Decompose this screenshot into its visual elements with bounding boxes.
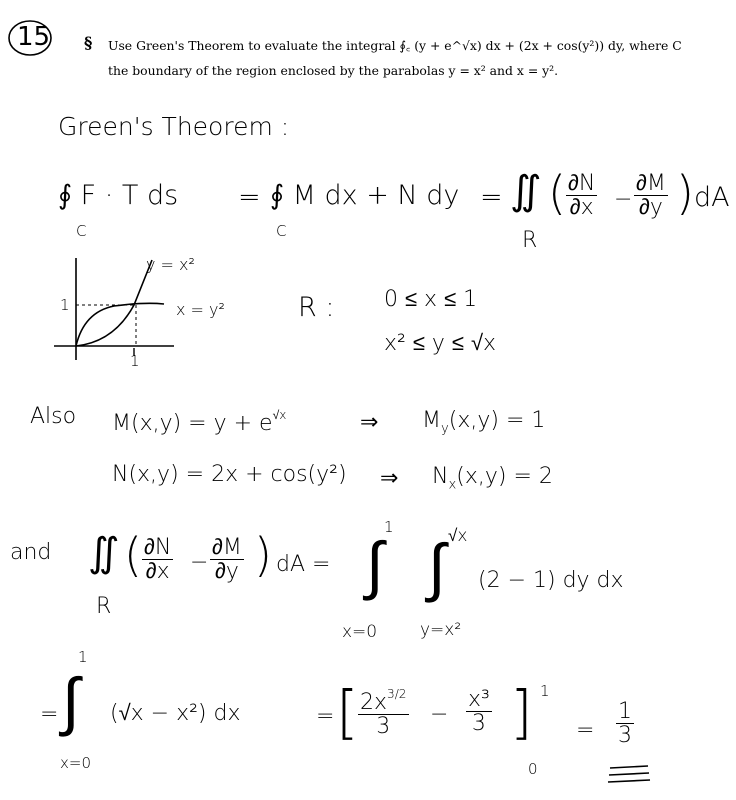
and-label: and	[10, 540, 52, 565]
final-eq2: =	[316, 704, 335, 729]
outer-integral-sign: ∫	[366, 529, 384, 603]
eval-upper: 1	[540, 682, 550, 700]
theorem-frac2	[634, 172, 668, 219]
also-line1-left-text: M(x,y) = y + e	[112, 410, 273, 436]
also-line1-right	[422, 408, 545, 436]
answer-underline-3	[608, 780, 650, 782]
bracket-frac1-num-text: 2x	[360, 689, 388, 715]
problem-bullet: §	[84, 33, 93, 52]
eval-lower: 0	[528, 760, 538, 778]
and-minus: −	[190, 550, 209, 575]
final-lower-limit: x=0	[60, 754, 91, 772]
also-line1-exp: √x	[272, 408, 287, 422]
theorem-lhs: ∮ F · T ds	[58, 180, 179, 211]
bracket-frac2-num: x³	[468, 687, 490, 712]
also-line1-right-sub: y	[440, 421, 449, 437]
also-line1-right-tail: (x,y) = 1	[448, 408, 546, 433]
also-line2-arrow: ⇒	[380, 466, 399, 491]
theorem-frac1-num: ∂N	[568, 171, 596, 196]
problem-statement	[108, 33, 734, 83]
final-eq: =	[40, 702, 59, 727]
theorem-da: dA	[694, 182, 730, 213]
theorem-frac2-den: ∂y	[638, 195, 663, 221]
inner-lower-limit: y=x²	[420, 620, 462, 640]
also-line2-right-tail: (x,y) = 2	[456, 464, 553, 489]
also-line2-right-sub: x	[448, 477, 457, 493]
bracket-frac1-exp: 3/2	[387, 687, 407, 701]
and-paren-open: (	[124, 528, 142, 582]
theorem-eq1: =	[238, 182, 261, 213]
inner-integral-sign: ∫	[428, 531, 446, 605]
answer-den: 3	[618, 723, 632, 749]
also-line1-left	[112, 408, 286, 436]
also-line2-right-N: N	[432, 464, 449, 489]
curve1-label: y = x²	[146, 255, 195, 274]
theorem-double-integral: ∬	[510, 168, 542, 214]
theorem-mid-sub: C	[276, 222, 287, 240]
also-line2-left: N(x,y) = 2x + cos(y²)	[112, 462, 347, 487]
and-integrand: (2 − 1) dy dx	[478, 568, 624, 593]
bracket-frac1	[358, 688, 409, 738]
and-frac2-num: ∂M	[212, 535, 242, 560]
bracket-minus: −	[430, 702, 449, 727]
bracket-frac2-den: 3	[471, 711, 486, 737]
also-line1-right-M: M	[422, 408, 441, 433]
bracket-frac2	[466, 688, 492, 735]
and-region-sub: R	[96, 594, 112, 619]
and-tail: dA =	[276, 552, 331, 577]
and-frac1-num: ∂N	[144, 535, 172, 560]
and-double-integral: ∬	[88, 530, 120, 576]
region-label: R :	[298, 292, 335, 323]
final-integral-sign: ∫	[62, 665, 80, 739]
problem-number-text: 15	[17, 22, 51, 52]
theorem-minus: −	[614, 187, 633, 212]
final-eq3: =	[576, 718, 595, 743]
answer-underline-1	[610, 766, 648, 768]
answer-underline-2	[609, 773, 649, 775]
problem-statement-line1: Use Green's Theorem to evaluate the integral ∮꜀ (y + e^√x) dx + (2x + cos(y²)) dy, where C	[108, 38, 682, 53]
theorem-paren-open: (	[548, 166, 566, 220]
bracket-frac1-num	[358, 688, 409, 715]
theorem-mid: ∮ M dx + N dy	[270, 180, 460, 211]
outer-upper-limit: 1	[384, 518, 394, 536]
problem-statement-line2: the boundary of the region enclosed by the parabolas y = x² and x = y².	[108, 63, 559, 78]
theorem-frac1	[566, 172, 597, 219]
also-line2-right	[432, 464, 553, 492]
region-line2: x² ≤ y ≤ √x	[384, 331, 497, 356]
x-tick-label: 1	[130, 352, 140, 370]
final-upper-limit: 1	[78, 648, 88, 666]
theorem-paren-close: )	[676, 166, 694, 220]
also-label: Also	[30, 404, 77, 429]
and-frac1-den: ∂x	[145, 559, 170, 585]
problem-number	[6, 18, 54, 56]
inner-upper-limit: √x	[448, 526, 468, 546]
answer	[616, 700, 634, 747]
theorem-frac2-num: ∂M	[636, 171, 666, 196]
final-integrand: (√x − x²) dx	[110, 701, 241, 726]
and-frac2-den: ∂y	[214, 559, 239, 585]
curve2-label: x = y²	[176, 300, 225, 319]
answer-underline	[606, 764, 654, 786]
outer-lower-limit: x=0	[342, 622, 378, 642]
region-line1: 0 ≤ x ≤ 1	[384, 287, 478, 312]
greens-title: Green's Theorem :	[58, 112, 290, 141]
bracket-frac1-den: 3	[376, 713, 391, 739]
and-paren-close: )	[254, 528, 272, 582]
y-tick-label: 1	[60, 296, 70, 314]
theorem-region-sub: R	[522, 228, 538, 253]
theorem-frac1-den: ∂x	[569, 195, 594, 221]
answer-num: 1	[618, 699, 632, 724]
and-frac1	[142, 536, 173, 583]
theorem-lhs-sub: C	[76, 222, 87, 240]
also-line1-arrow: ⇒	[360, 410, 379, 435]
and-frac2	[210, 536, 244, 583]
bracket-open: [	[336, 678, 359, 746]
theorem-eq2: =	[480, 182, 503, 213]
bracket-close: ]	[510, 678, 533, 746]
